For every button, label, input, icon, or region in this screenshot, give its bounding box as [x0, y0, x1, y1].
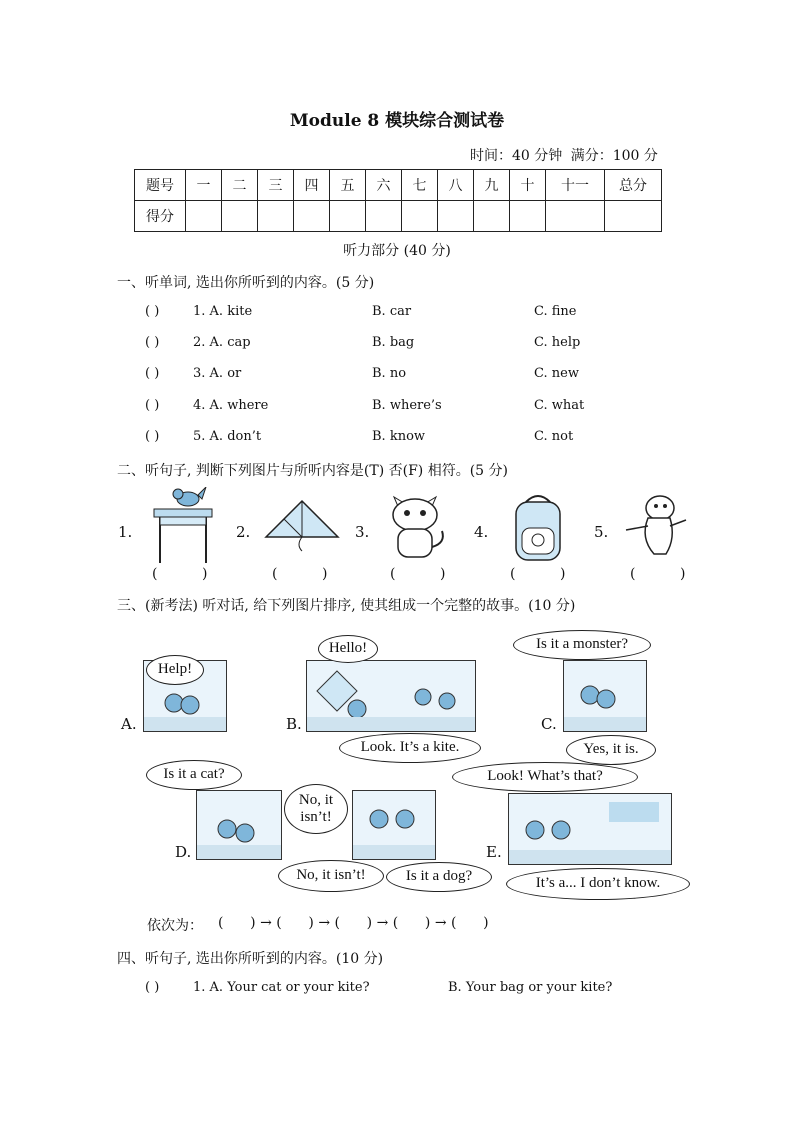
answer-paren[interactable]: ( ) [145, 429, 160, 444]
speech-bubble: No, it isn’t! [278, 860, 384, 892]
panel-c-scene [563, 660, 647, 732]
score-input-cell[interactable] [366, 201, 402, 232]
cat-icon [380, 487, 450, 562]
option-b: B. bag [372, 335, 415, 350]
panel-letter: D. [175, 843, 192, 861]
section-3-heading: 三、(新考法) 听对话, 给下列图片排序, 使其组成一个完整的故事。(10 分) [117, 598, 576, 614]
score-header-cell: 总分 [605, 170, 662, 201]
exam-meta [470, 145, 662, 165]
tf-bracket[interactable]: ( ) [510, 566, 566, 582]
score-header-cell: 一 [186, 170, 222, 201]
option-c: C. fine [534, 304, 577, 319]
speech-bubble: Look. It’s a kite. [339, 733, 481, 763]
score-input-cell[interactable] [258, 201, 294, 232]
tf-bracket[interactable]: ( ) [152, 566, 208, 582]
score-header-cell: 十 [510, 170, 546, 201]
tf-bracket[interactable]: ( ) [390, 566, 446, 582]
panel-d-scene-2 [352, 790, 436, 860]
option-b: B. car [372, 304, 412, 319]
answer-paren[interactable]: ( ) [145, 398, 160, 413]
score-header-cell: 六 [366, 170, 402, 201]
speech-bubble: Help! [146, 655, 204, 685]
panel-letter: B. [286, 715, 302, 733]
order-label: 依次为： [147, 918, 203, 934]
speech-bubble: Is it a monster? [513, 630, 651, 660]
speech-bubble: No, it isn’t! [284, 784, 348, 834]
score-input-cell[interactable] [402, 201, 438, 232]
score-input-cell[interactable] [186, 201, 222, 232]
time-limit: 时间：40 分钟 [470, 148, 563, 164]
score-header-cell: 四 [294, 170, 330, 201]
score-header-cell: 十一 [546, 170, 605, 201]
page-title: Module 8 模块综合测试卷 [289, 111, 505, 131]
option-a: 3. A. or [193, 366, 242, 381]
option-a: 2. A. cap [193, 335, 251, 350]
panel-letter: A. [121, 715, 137, 733]
tf-bracket[interactable]: ( ) [630, 566, 686, 582]
score-table [134, 169, 662, 232]
score-header-cell: 九 [474, 170, 510, 201]
score-header-cell: 八 [438, 170, 474, 201]
speech-bubble: Is it a cat? [146, 760, 242, 790]
score-value-row [135, 201, 662, 232]
panel-e-scene [508, 793, 672, 865]
score-row-label: 得分 [135, 201, 186, 232]
speech-bubble: Look! What’s that? [452, 762, 638, 792]
option-b: B. where’s [372, 398, 442, 413]
answer-paren[interactable]: ( ) [145, 366, 160, 381]
panel-letter: E. [486, 843, 502, 861]
picture-number: 5. [594, 523, 609, 541]
score-input-cell[interactable] [222, 201, 258, 232]
listening-heading: 听力部分 (40 分) [343, 243, 451, 259]
picture-number: 3. [355, 523, 370, 541]
option-c: C. new [534, 366, 579, 381]
picture-number: 1. [118, 523, 133, 541]
panel-b-scene [306, 660, 476, 732]
bird-on-desk-icon [148, 487, 218, 567]
speech-bubble: It’s a... I don’t know. [506, 868, 690, 900]
score-header-cell: 七 [402, 170, 438, 201]
score-input-cell[interactable] [330, 201, 366, 232]
tf-bracket[interactable]: ( ) [272, 566, 328, 582]
option-a: 1. A. Your cat or your kite? [193, 980, 370, 995]
section-2-heading: 二、听句子, 判断下列图片与所听内容是(T) 否(F) 相符。(5 分) [117, 463, 508, 479]
picture-number: 2. [236, 523, 251, 541]
score-header-cell: 三 [258, 170, 294, 201]
option-b: B. Your bag or your kite? [448, 980, 613, 995]
answer-paren[interactable]: ( ) [145, 335, 160, 350]
monster-icon [620, 490, 692, 560]
score-input-cell[interactable] [546, 201, 605, 232]
option-b: B. know [372, 429, 426, 444]
panel-letter: C. [541, 715, 557, 733]
option-a: 4. A. where [193, 398, 269, 413]
picture-number: 4. [474, 523, 489, 541]
option-c: C. not [534, 429, 574, 444]
option-c: C. help [534, 335, 581, 350]
score-input-cell[interactable] [474, 201, 510, 232]
speech-bubble: Yes, it is. [566, 735, 656, 765]
score-input-cell[interactable] [294, 201, 330, 232]
section-4-heading: 四、听句子, 选出你所听到的内容。(10 分) [117, 951, 384, 967]
speech-bubble: Is it a dog? [386, 862, 492, 892]
score-header-cell: 五 [330, 170, 366, 201]
order-sequence[interactable]: ( ) → ( ) → ( ) → ( ) → ( ) [218, 915, 489, 931]
score-input-cell[interactable] [605, 201, 662, 232]
kite-icon [262, 497, 342, 553]
full-score: 满分：100 分 [570, 148, 658, 164]
score-header-cell: 题号 [135, 170, 186, 201]
option-a: 1. A. kite [193, 304, 253, 319]
score-header-cell: 二 [222, 170, 258, 201]
backpack-icon [508, 490, 568, 565]
answer-paren[interactable]: ( ) [145, 980, 160, 995]
option-a: 5. A. don’t [193, 429, 262, 444]
score-header-row [135, 170, 662, 201]
option-b: B. no [372, 366, 407, 381]
section-1-heading: 一、听单词, 选出你所听到的内容。(5 分) [117, 275, 375, 291]
answer-paren[interactable]: ( ) [145, 304, 160, 319]
score-input-cell[interactable] [438, 201, 474, 232]
panel-d-scene-1 [196, 790, 282, 860]
option-c: C. what [534, 398, 585, 413]
score-input-cell[interactable] [510, 201, 546, 232]
speech-bubble: Hello! [318, 635, 378, 663]
